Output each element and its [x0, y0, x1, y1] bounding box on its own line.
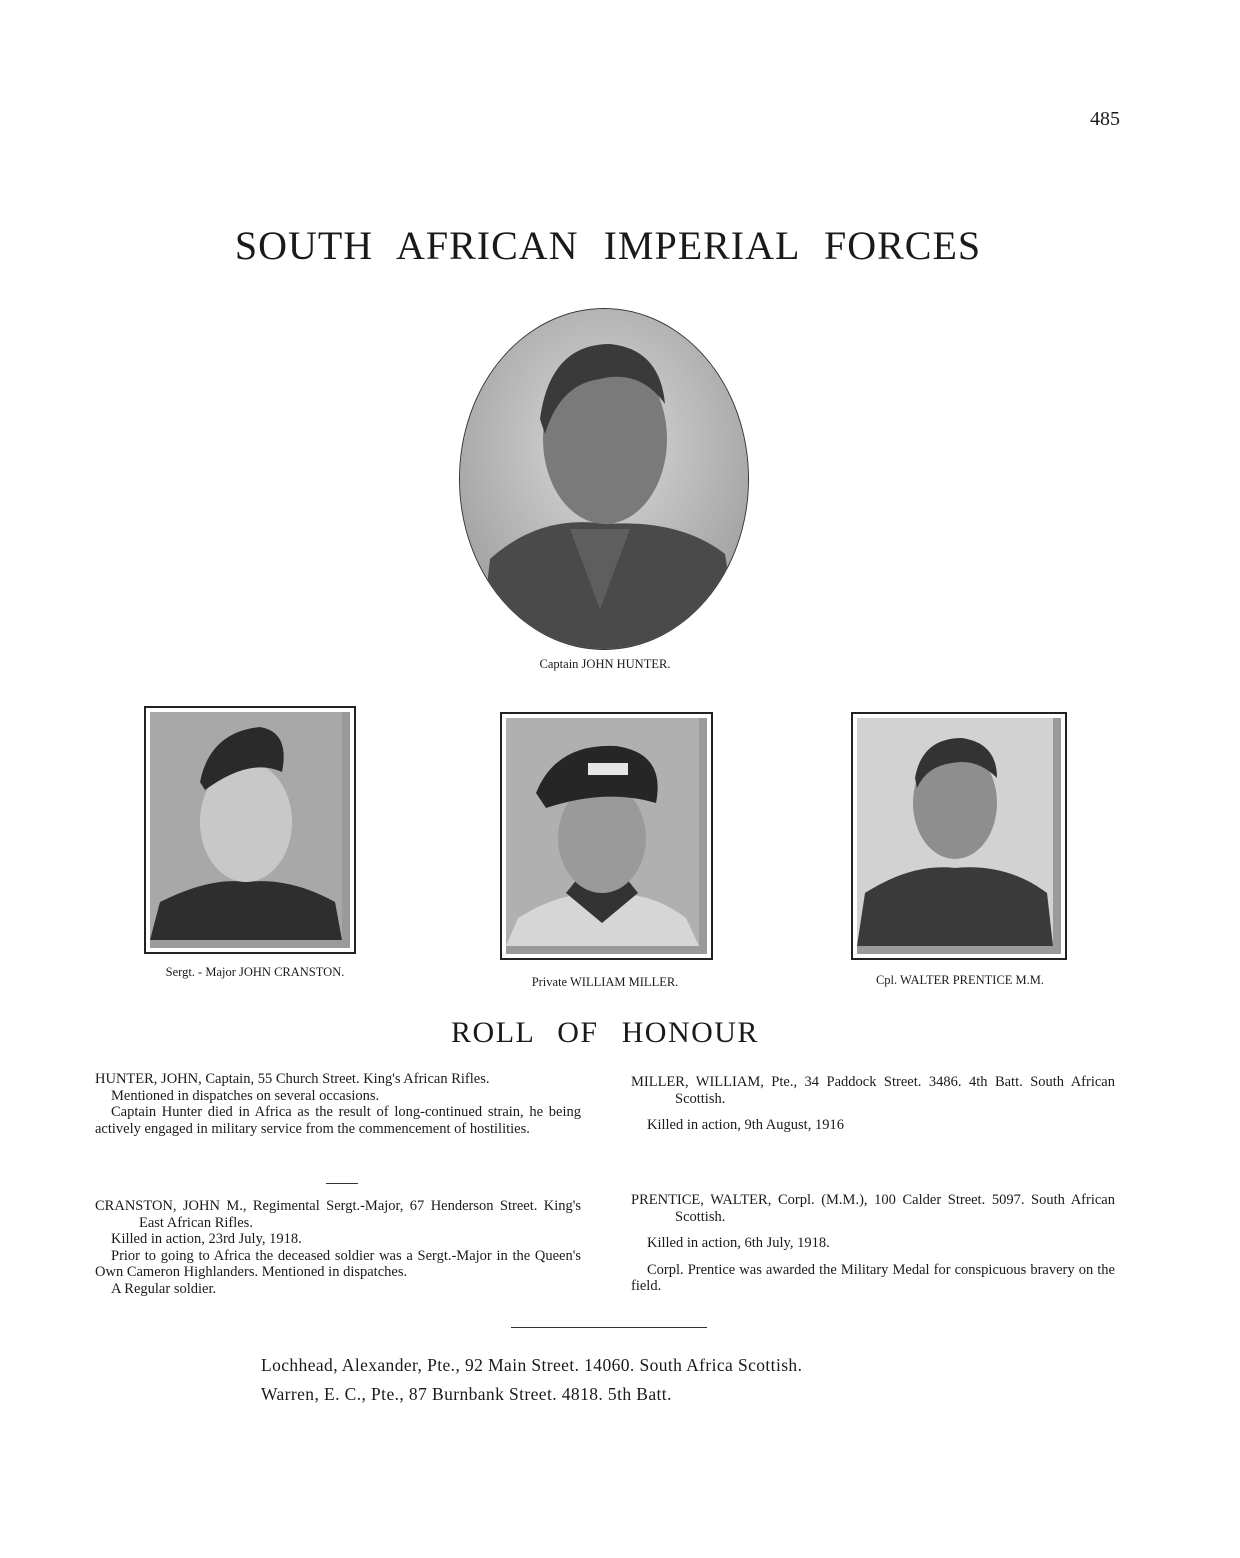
entry-prentice-heading: PRENTICE, WALTER, Corpl. (M.M.), 100 Calder Street. 5097. South African Scottish.: [631, 1192, 1115, 1225]
roll-of-honour-title: ROLL OF HONOUR: [451, 1016, 759, 1049]
caption-captain-hunter: Captain JOHN HUNTER.: [539, 657, 671, 671]
portrait-cpl-prentice: [851, 712, 1067, 960]
footer-entry-warren: Warren, E. C., Pte., 87 Burnbank Street. 4818. 5th Batt.: [261, 1384, 672, 1404]
entry-prentice: [631, 1192, 1115, 1295]
entry-cranston-line: Prior to going to Africa the deceased soldier was a Sergt.-Major in the Queen's Own Cameron Highlanders. Mentioned in dispatches.: [95, 1247, 581, 1280]
portrait-photo-prentice: [857, 718, 1053, 946]
portrait-photo-cranston: [150, 712, 342, 940]
portrait-photo-miller: [506, 718, 699, 946]
portrait-captain-hunter: [459, 308, 749, 650]
page-title: SOUTH AFRICAN IMPERIAL FORCES: [234, 223, 982, 268]
page-number: 485: [1090, 108, 1120, 130]
caption-private-miller: Private WILLIAM MILLER.: [531, 975, 679, 989]
entry-hunter-line: Captain Hunter died in Africa as the result of long-continued strain, he being actively engaged in military service from the commencement of hostilities.: [95, 1104, 581, 1137]
entry-prentice-line: Killed in action, 6th July, 1918.: [647, 1235, 830, 1251]
section-divider: [511, 1327, 707, 1328]
entry-miller-line: Killed in action, 9th August, 1916: [647, 1117, 844, 1133]
portrait-sergt-cranston: [144, 706, 356, 954]
portrait-private-miller: [500, 712, 713, 960]
entry-hunter: [95, 1071, 581, 1137]
footer-entry-lochhead: Lochhead, Alexander, Pte., 92 Main Street. 14060. South Africa Scottish.: [261, 1355, 803, 1375]
portrait-photo-hunter: [460, 309, 748, 649]
entry-miller: [631, 1074, 1115, 1134]
entry-hunter-heading: HUNTER, JOHN, Captain, 55 Church Street. King's African Rifles.: [95, 1071, 490, 1087]
entry-cranston-heading: CRANSTON, JOHN M., Regimental Sergt.-Major, 67 Henderson Street. King's East African Rifles.: [95, 1198, 581, 1231]
entry-hunter-line: Mentioned in dispatches on several occasions.: [111, 1087, 380, 1104]
entry-prentice-line: Corpl. Prentice was awarded the Military Medal for conspicuous bravery on the field.: [631, 1261, 1115, 1294]
entry-divider: [326, 1183, 358, 1184]
entry-cranston-line: Killed in action, 23rd July, 1918.: [111, 1231, 302, 1247]
caption-cpl-prentice: Cpl. WALTER PRENTICE M.M.: [875, 973, 1045, 987]
entry-cranston-line: A Regular soldier.: [111, 1280, 217, 1297]
caption-sergt-cranston: Sergt. - Major JOHN CRANSTON.: [165, 965, 345, 979]
entry-cranston: [95, 1198, 581, 1297]
entry-miller-heading: MILLER, WILLIAM, Pte., 34 Paddock Street. 3486. 4th Batt. South African Scottish.: [631, 1074, 1115, 1107]
